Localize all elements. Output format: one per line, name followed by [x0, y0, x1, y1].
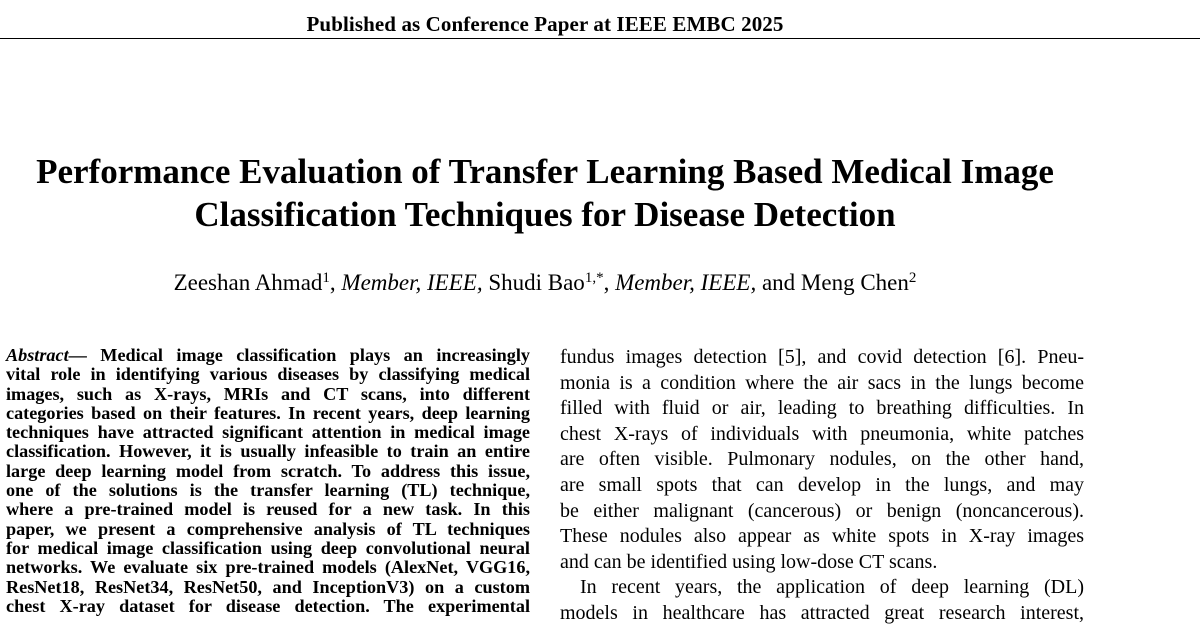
abstract-line: one of the solutions is the transfer learning (TL) technique,	[6, 480, 530, 501]
abstract-line: ResNet18, ResNet34, ResNet50, and InceptionV3) on a custom	[6, 576, 530, 597]
abstract-line: for medical image classification using deep convolutional neural	[6, 537, 530, 558]
body-line: are often visible. Pulmonary nodules, on the other hand,	[560, 448, 1084, 471]
author-sep-1: ,	[329, 270, 342, 295]
body-line: are small spots that can develop in the lungs, and may	[560, 473, 1084, 496]
body-line: filled with fluid or air, leading to breathing difficulties. In	[560, 397, 1084, 420]
author-list	[0, 270, 1090, 296]
body-line: chest X-rays of individuals with pneumonia, white patches	[560, 422, 1084, 445]
author-2-affiliation: 1,*	[584, 270, 604, 286]
right-column-body	[560, 345, 1084, 627]
author-3-affiliation: 2	[908, 270, 917, 286]
author-1-affiliation: 1	[322, 270, 330, 286]
body-line: be either malignant (cancerous) or benign (noncancerous).	[560, 499, 1084, 522]
abstract-line: categories based on their features. In recent years, deep learning	[6, 402, 530, 423]
author-1-role: Member, IEEE,	[341, 270, 483, 295]
body-paragraph-2	[560, 575, 1084, 626]
abstract-line: paper, we present a comprehensive analysis of TL techniques	[6, 518, 530, 539]
author-2-role: Member, IEEE,	[615, 270, 757, 295]
body-line: monia is a condition where the air sacs in the lungs become	[560, 371, 1084, 394]
body-line: models in healthcare has attracted great research interest,	[560, 601, 1084, 624]
abstract-dash: —	[68, 345, 87, 365]
author-2-name: Shudi Bao	[482, 270, 585, 295]
abstract-line: classification. However, it is usually infeasible to train an entire	[6, 441, 530, 462]
body-line: In recent years, the application of deep learning (DL)	[580, 576, 1084, 599]
body-line: fundus images detection [5], and covid detection [6]. Pneu-	[560, 346, 1084, 368]
body-paragraph-1	[560, 345, 1084, 575]
abstract-line: large deep learning model from scratch. To address this issue,	[6, 460, 530, 481]
title-line-2: Classification Techniques for Disease Detection	[194, 195, 896, 234]
abstract-line: techniques have attracted significant attention in medical image	[6, 422, 530, 443]
abstract	[6, 346, 530, 616]
abstract-line: where a pre-trained model is reused for a new task. In this	[6, 499, 530, 520]
body-line: and can be identified using low-dose CT scans.	[560, 550, 938, 573]
author-sep-2: ,	[603, 270, 616, 295]
conference-header: Published as Conference Paper at IEEE EMBC 2025	[306, 12, 784, 36]
abstract-label: Abstract	[6, 345, 69, 365]
header-rule	[0, 38, 1200, 39]
abstract-line: vital role in identifying various diseases by classifying medical	[6, 364, 530, 385]
title-line-1: Performance Evaluation of Transfer Learning Based Medical Image	[36, 152, 1054, 191]
author-1-name: Zeeshan Ahmad	[173, 270, 323, 295]
abstract-line: Abstract— Medical image classification plays an increasingly	[6, 345, 530, 365]
author-3-name: and Meng Chen	[756, 270, 909, 295]
abstract-line: chest X-ray dataset for disease detection. The experimental	[6, 595, 530, 616]
abstract-line: images, such as X-rays, MRIs and CT scans, into different	[6, 383, 530, 404]
abstract-line: networks. We evaluate six pre-trained models (AlexNet, VGG16,	[6, 557, 530, 578]
body-line: These nodules also appear as white spots in X-ray images	[560, 525, 1084, 548]
paper-title	[0, 150, 1090, 236]
